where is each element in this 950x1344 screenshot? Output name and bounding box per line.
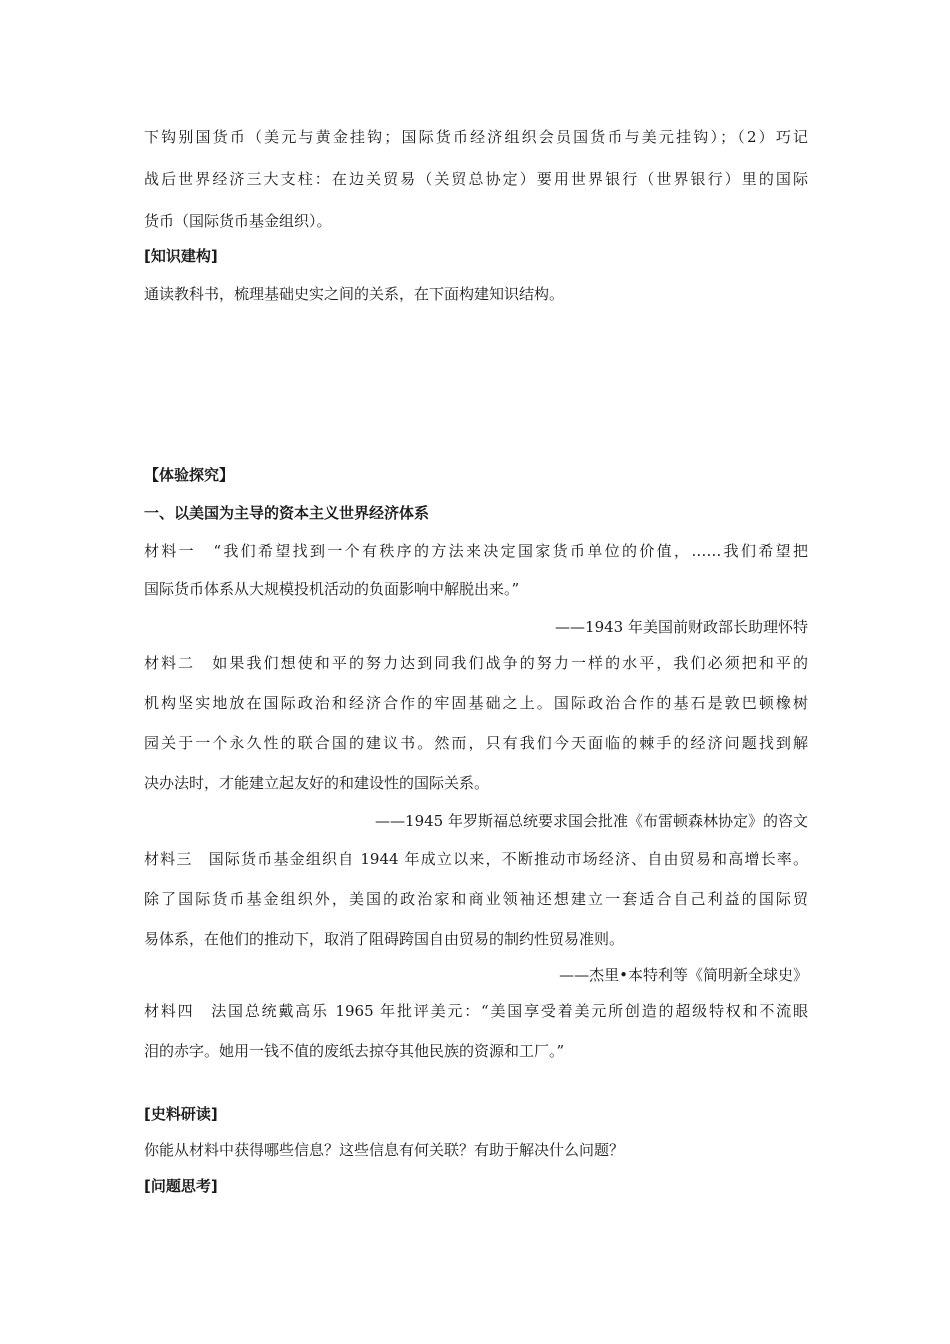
intro-line-3: 货币（国际货币基金组织）。	[144, 212, 332, 230]
material-2-line-3: 园关于一个永久性的联合国的建议书。然而，只有我们今天面临的棘手的经济问题找到解	[144, 734, 808, 752]
material-2-source: ——1945 年罗斯福总统要求国会批准《布雷顿森林协定》的咨文	[375, 812, 808, 830]
explore-subheading: 一、以美国为主导的资本主义世界经济体系	[144, 504, 430, 522]
reading-heading: [史料研读]	[144, 1105, 218, 1123]
material-4-line-2: 泪的赤字。她用一钱不值的废纸去掠夺其他民族的资源和工厂。”	[144, 1042, 565, 1060]
knowledge-heading: [知识建构]	[144, 247, 218, 265]
material-3-line-3: 易体系，在他们的推动下，取消了阻碍跨国自由贸易的制约性贸易准则。	[144, 930, 625, 948]
explore-heading: 【体验探究】	[144, 466, 235, 484]
material-4-line-1: 材料四 法国总统戴高乐 1965 年批评美元：“美国享受着美元所创造的超级特权和不流眼	[144, 1002, 808, 1020]
intro-line-1: 下钩别国货币（美元与黄金挂钩；国际货币经济组织会员国货币与美元挂钩）；（2）巧记	[144, 128, 808, 146]
thinking-heading: [问题思考]	[144, 1177, 218, 1195]
material-2-line-1: 材料二 如果我们想使和平的努力达到同我们战争的努力一样的水平，我们必须把和平的	[144, 654, 808, 672]
material-2-line-4: 决办法时，才能建立起友好的和建设性的国际关系。	[144, 774, 490, 792]
knowledge-text: 通读教科书，梳理基础史实之间的关系，在下面构建知识结构。	[144, 285, 565, 303]
material-3-line-1: 材料三 国际货币基金组织自 1944 年成立以来，不断推动市场经济、自由贸易和高增长率。	[144, 850, 808, 868]
material-1-line-2: 国际货币体系从大规模投机活动的负面影响中解脱出来。”	[144, 580, 520, 598]
material-3-source: ——杰里•本特利等《简明新全球史》	[559, 966, 808, 984]
material-1-line-1: 材料一 “我们希望找到一个有秩序的方法来决定国家货币单位的价值，……我们希望把	[144, 542, 808, 560]
reading-text: 你能从材料中获得哪些信息？这些信息有何关联？有助于解决什么问题？	[144, 1141, 625, 1159]
material-3-line-2: 除了国际货币基金组织外，美国的政治家和商业领袖还想建立一套适合自己利益的国际贸	[144, 890, 808, 908]
intro-line-2: 战后世界经济三大支柱：在边关贸易（关贸总协定）要用世界银行（世界银行）里的国际	[144, 170, 808, 188]
material-1-source: ——1943 年美国前财政部长助理怀特	[555, 618, 808, 636]
material-2-line-2: 机构坚实地放在国际政治和经济合作的牢固基础之上。国际政治合作的基石是敦巴顿橡树	[144, 694, 808, 712]
